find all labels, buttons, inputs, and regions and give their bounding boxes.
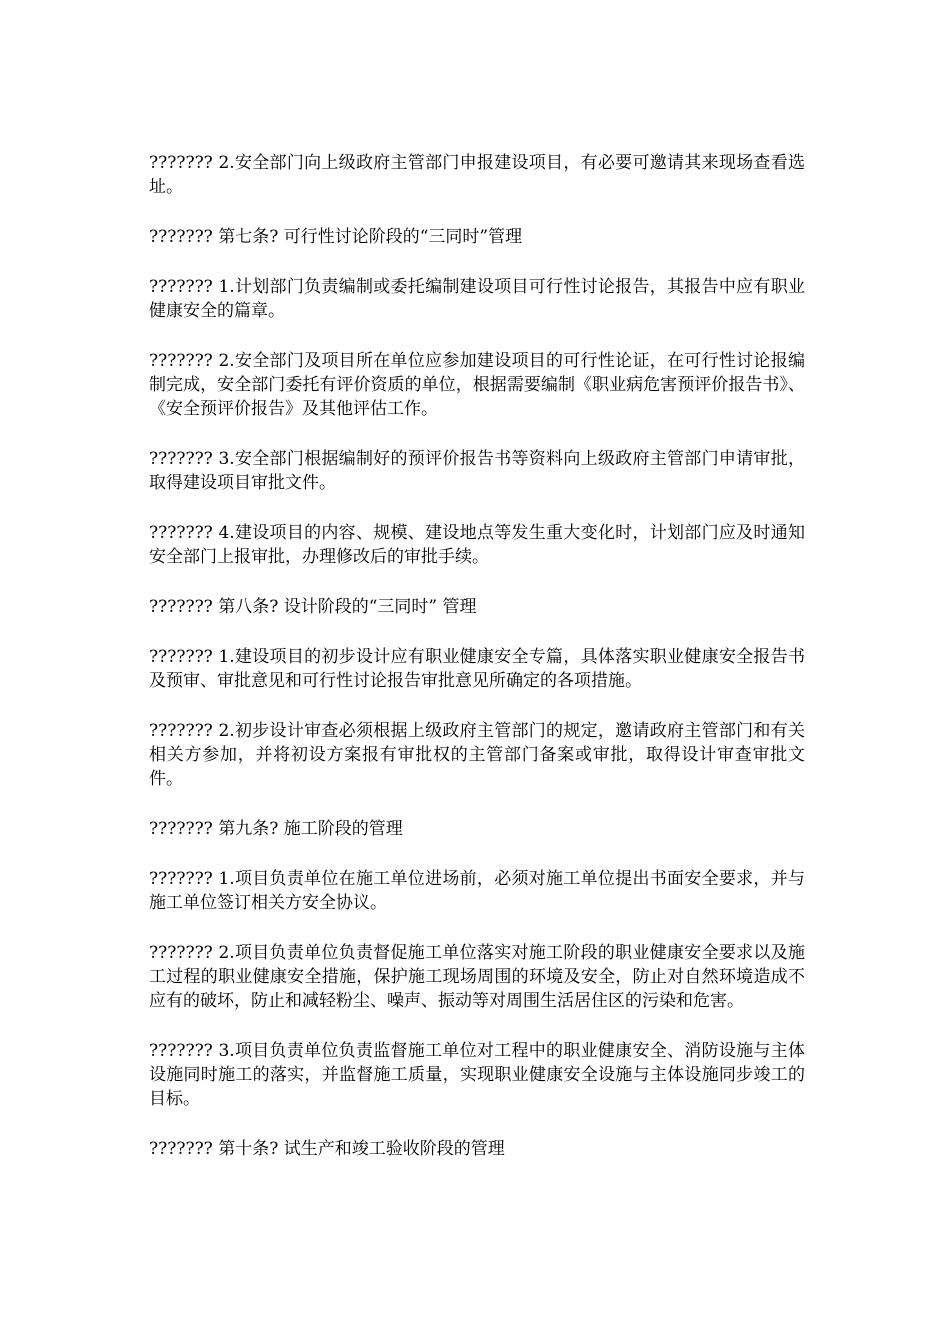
paragraph-12: ??????? 2.项目负责单位负责督促施工单位落实对施工阶段的职业健康安全要求以及施工过程的职业健康安全措施，保护施工现场周围的环境及安全，防止对自然环境造成不应有的破坏，防止和减轻粉尘、噪声、振动等对周围生活居住区的污染和危害。 — [149, 943, 805, 1011]
paragraph-9: ??????? 2.初步设计审查必须根据上级政府主管部门的规定，邀请政府主管部门和有关相关方参加，并将初设方案报有审批权的主管部门备案或审批，取得设计审查审批文件。 — [149, 721, 805, 789]
paragraph-1: ??????? 2.安全部门向上级政府主管部门申报建设项目，有必要可邀请其来现场查看选址。 — [149, 153, 805, 197]
article-9-heading: ??????? 第九条? 施工阶段的管理 — [149, 819, 403, 839]
paragraph-8: ??????? 1.建设项目的初步设计应有职业健康安全专篇，具体落实职业健康安全报告书及预审、审批意见和可行性讨论报告审批意见所确定的各项措施。 — [149, 647, 805, 691]
article-8-heading: ??????? 第八条? 设计阶段的“三同时” 管理 — [149, 597, 477, 617]
paragraph-4: ??????? 2.安全部门及项目所在单位应参加建设项目的可行性论证，在可行性讨论报编制完成，安全部门委托有评价资质的单位，根据需要编制《职业病危害预评价报告书》、《安全预评价报告》及其他评估工作。 — [149, 351, 805, 419]
article-7-heading: ??????? 第七条? 可行性讨论阶段的“三同时”管理 — [149, 227, 523, 247]
paragraph-5: ??????? 3.安全部门根据编制好的预评价报告书等资料向上级政府主管部门申请审批，取得建设项目审批文件。 — [149, 449, 805, 493]
paragraph-6: ??????? 4.建设项目的内容、规模、建设地点等发生重大变化时，计划部门应及时通知安全部门上报审批，办理修改后的审批手续。 — [149, 523, 805, 567]
article-10-heading: ??????? 第十条? 试生产和竣工验收阶段的管理 — [149, 1139, 505, 1159]
paragraph-11: ??????? 1.项目负责单位在施工单位进场前，必须对施工单位提出书面安全要求，并与施工单位签订相关方安全协议。 — [149, 869, 805, 913]
paragraph-3: ??????? 1.计划部门负责编制或委托编制建设项目可行性讨论报告，其报告中应有职业健康安全的篇章。 — [149, 277, 805, 321]
document-page — [149, 151, 805, 1187]
paragraph-13: ??????? 3.项目负责单位负责监督施工单位对工程中的职业健康安全、消防设施与主体设施同时施工的落实，并监督施工质量，实现职业健康安全设施与主体设施同步竣工的目标。 — [149, 1041, 805, 1109]
